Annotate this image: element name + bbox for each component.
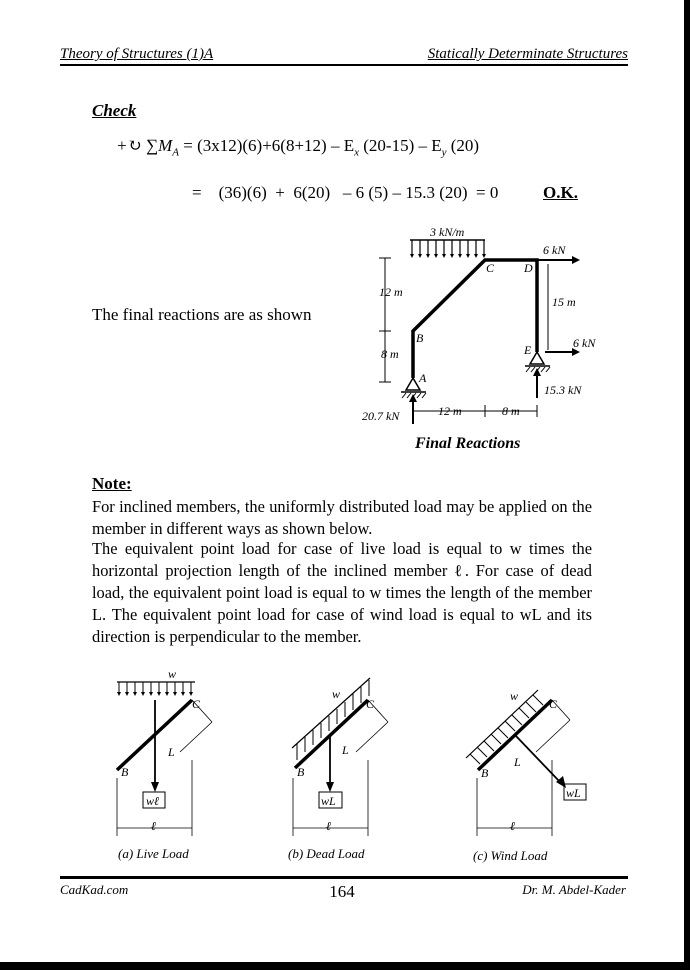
case-a-b: B — [121, 765, 129, 779]
case-c-caption: (c) Wind Load — [473, 848, 548, 863]
frame-node-d: D — [524, 261, 533, 275]
case-b-dim: ℓ — [326, 819, 331, 833]
frame-node-c: C — [486, 261, 495, 275]
frame-dim-8m-vert: 8 m — [381, 347, 399, 361]
case-c-L: L — [514, 755, 521, 769]
footer-rule — [60, 876, 628, 879]
eq1-mid: (20-15) – E — [359, 136, 442, 155]
case-a-L: L — [168, 745, 175, 759]
case-b-b: B — [297, 765, 305, 779]
frame-6kn-top: 6 kN — [543, 243, 566, 257]
case-b-c: C — [366, 697, 375, 711]
footer-right: Dr. M. Abdel-Kader — [522, 882, 626, 897]
eq1-rhs: = (3x12)(6)+6(8+12) – E — [183, 136, 355, 155]
case-a-dim: ℓ — [151, 819, 156, 833]
case-a-load-box: wℓ — [146, 794, 160, 808]
eq1-ey-sub: y — [441, 146, 447, 159]
case-c-c: C — [549, 697, 558, 711]
frame-reaction-ex: 6 kN — [573, 336, 596, 350]
case-a-w: w — [168, 667, 177, 681]
eq1-prefix: +↻ ∑M — [116, 136, 173, 155]
case-a-c: C — [192, 697, 201, 711]
check-heading: Check — [92, 101, 137, 120]
case-b-w: w — [332, 687, 341, 701]
check-ok: O.K. — [543, 183, 578, 202]
note-heading: Note: — [92, 474, 132, 493]
frame-node-b: B — [416, 331, 424, 345]
note-paragraph-2: The equivalent point load for case of live load is equal to w times the horizontal projection length of the inclined member ℓ. For case of dead load, the equivalent point load is equal to w times the length of the member L. The equivalent point load for case of wind load is equal to wL and its direction is perpendicular to the member. — [92, 539, 592, 646]
eq1-sub: A — [172, 146, 179, 159]
eq1-end: (20) — [446, 136, 480, 155]
case-b-L: L — [342, 743, 349, 757]
frame-dim-8m-horiz: 8 m — [502, 404, 520, 418]
frame-reaction-ay: 20.7 kN — [362, 409, 400, 423]
note-paragraph-1: For inclined members, the uniformly distributed load may be applied on the member in different ways as shown below. — [92, 497, 592, 538]
case-c-load-box: wL — [566, 786, 581, 800]
frame-dim-12m-horiz: 12 m — [438, 404, 462, 418]
case-b-load-box: wL — [321, 794, 336, 808]
eq1-ex-sub: x — [354, 146, 359, 159]
frame-dim-15m: 15 m — [552, 295, 576, 309]
final-reactions-text: The final reactions are as shown — [92, 305, 312, 324]
case-c-b: B — [481, 766, 489, 780]
case-a-caption: (a) Live Load — [118, 846, 189, 861]
frame-caption: Final Reactions — [415, 435, 521, 452]
frame-dim-12m-vert: 12 m — [379, 285, 403, 299]
frame-reaction-ey: 15.3 kN — [544, 383, 582, 397]
frame-node-a: A — [419, 371, 427, 385]
frame-node-e: E — [524, 343, 532, 357]
page-number: 164 — [329, 882, 355, 901]
case-c-dim: ℓ — [510, 819, 515, 833]
header-left: Theory of Structures (1)A — [60, 46, 214, 62]
frame-load-label: 3 kN/m — [430, 225, 465, 239]
case-b-caption: (b) Dead Load — [288, 846, 365, 861]
case-c-w: w — [510, 689, 519, 703]
footer-left: CadKad.com — [60, 882, 129, 897]
check-equation-2: = (36)(6) + 6(20) – 6 (5) – 15.3 (20) = 0 — [192, 183, 499, 202]
header-right: Statically Determinate Structures — [427, 46, 628, 62]
